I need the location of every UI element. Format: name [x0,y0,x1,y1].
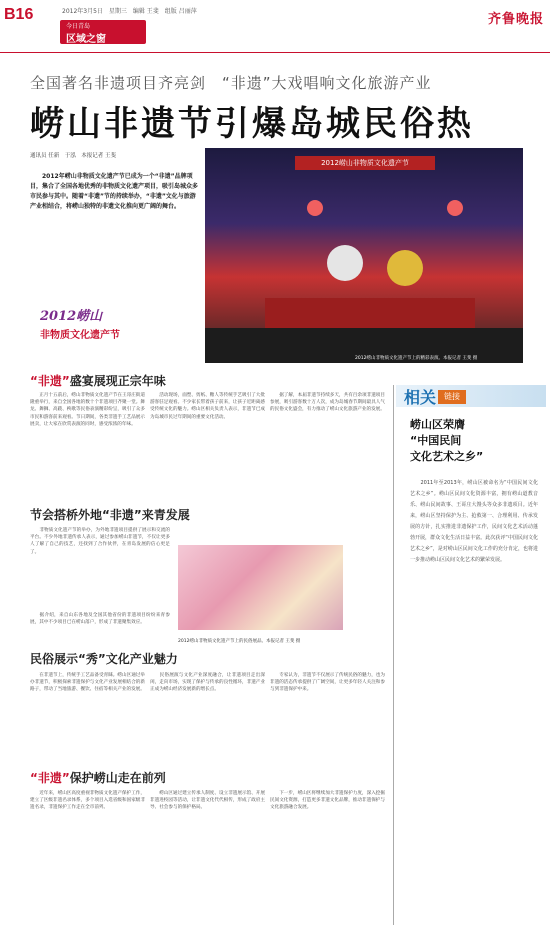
section-2-title [30,506,190,523]
exhibit-photo [178,545,343,644]
newspaper-brand: 齐鲁晚报 [487,12,544,27]
sidebar-title-line-2: “中国民间 [410,434,462,447]
section-3-col-2: 民俗展演与文化产业深度融合，让非遗项目走出深闺，走向市场，实现了保护与传承的良性循环，非遗产业正成为崂山经济发展新的增长点。 [150,673,265,693]
article-byline: 通讯员 任新 于泓 本报记者 王斐 [30,153,116,159]
sidebar-logo-b: 链接 [438,390,466,404]
page-number: B16 [4,6,34,23]
article-kicker: 全国著名非遗项目齐亮剑 “非遗”大戏唱响文化旅游产业 [30,74,432,92]
festival-logo-sub: 非物质文化遗产节 [40,330,120,341]
section-4-col-1: 近年来，崂山区高度重视非物质文化遗产保护工作，建立了区级非遗名录体系，多个项目入选省级和国家级非遗名录，非遗保护工作走在全市前列。 [30,791,145,811]
sidebar-logo-a: 相关 [404,388,437,407]
section-2-col-2: 据介绍，来自山东各地及全国其他省份的非遗项目纷纷来青参展，其中不少项目已在崂山落户，形成了非遗聚集效应。 [30,613,170,626]
article-headline: 崂山非遗节引爆岛城民俗热 [30,104,474,144]
section-4-title [30,769,166,786]
page-meta: 2012年3月5日 星期三 编辑 王斐 组版 吕丽萍 [62,8,197,15]
section-1-title-rest: 盛宴展现正宗年味 [69,374,166,388]
section-4-col-2: 崂山区通过建立传承人制度、设立非遗展示馆、开展非遗进校园等活动，让非遗文化代代相传，形成了政府主导、社会参与的保护格局。 [150,791,265,811]
section-3-col-3: 专家认为，非遗节不仅展示了传统民俗的魅力，也为非遗的活态传承提供了广阔空间，让更多年轻人关注和参与到非遗保护中来。 [270,673,385,693]
section-name: 区域之窗 [66,34,106,45]
section-2-title-rest: 节会搭桥外地“非遗”来青发展 [30,508,190,522]
section-2-col-1: 非物质文化遗产节的举办，为外地非遗项目提供了展示和交流的平台。不少外地非遗传承人表示，通过参加崂山非遗节，不仅让更多人了解了自己的技艺，还找到了合作伙伴，在青岛发展的信心更足了。 [30,528,170,555]
section-3-title-rest: 民俗展示“秀”文化产业魅力 [30,652,178,666]
section-badge [60,20,146,44]
stage-performers [205,148,523,363]
article-lead: 2012年崂山非物质文化遗产节已成为一个“非遗”品牌项目，集合了全国各地优秀的非物质文化遗产项目，吸引岛城众多市民参与其中。随着“非遗”节的持续举办，“非遗”文化与旅游产业相结合，将崂山独特的非遗文化推向更广阔的舞台。 [30,173,199,210]
photo-caption: 2012崂山非物质文化遗产节上的精彩表演。本报记者 王斐 摄 [355,356,478,361]
section-4-col-3: 下一步，崂山区将继续加大非遗保护力度，深入挖掘民间文化资源，打造更多非遗文化品牌，推动非遗保护与文化旅游融合发展。 [270,791,385,811]
section-3-title [30,650,178,667]
festival-logo [40,305,130,345]
festival-logo-title: 2012崂山 [40,309,103,324]
section-1-title-quote: “非遗” [30,374,70,388]
section-1-col-3: 据了解，本届非遗节持续多天，共有百余项非遗项目参展，吸引游客数十万人次，成为岛城春节期间最具人气的民俗文化盛会，有力推动了崂山文化旅游产业的发展。 [270,393,385,413]
section-top: 今日青岛 [66,23,91,30]
section-1-col-2: 活动现场，面塑、剪纸、糖人等传统手艺吸引了大批游客驻足观看。不少家长带着孩子前来，让孩子近距离感受传统文化的魅力。崂山区相关负责人表示，非遗节已成为岛城市民过年期间的重要文化活动。 [150,393,265,420]
section-4-title-quote: “非遗” [30,771,70,785]
photo-banner: 2012崂山非物质文化遗产节 [295,156,435,170]
sidebar-title-line-1: 崂山区荣膺 [410,418,465,431]
section-3-col-1: 在非遗节上，传统手工艺品备受青睐。崂山区通过举办非遗节，积极探索非遗保护与文化产业发展相结合的新路子，带动了当地旅游、餐饮、住宿等相关产业的发展。 [30,673,145,693]
sidebar-divider [393,385,394,925]
sidebar-title-line-3: 文化艺术之乡” [410,450,484,463]
main-photo [205,148,523,363]
exhibit-photo-caption: 2012崂山非物质文化遗产节上的民俗展品。本报记者 王斐 摄 [178,639,301,644]
section-1-title [30,372,166,389]
section-1-col-1: 正月十五前后，崂山非物质文化遗产节在王哥庄街道隆重举行，来自全国各地的数十个非遗项目齐聚一堂。舞龙、舞狮、高跷、秧歌等民俗表演精彩纷呈，吸引了众多市民和游客前来观看。节日期间，各类非遗手工艺品展示展卖，让大家在欣赏表演的同时，感受浓浓的年味。 [30,393,145,427]
header-rule [0,52,550,53]
section-4-title-rest: 保护崂山走在前列 [69,771,166,785]
sidebar-body: 2011年至2013年，崂山区被命名为“中国民间文化艺术之乡”。崂山区民间文化资源丰富，拥有崂山道教音乐、崂山民间故事、王哥庄大馒头等众多非遗项目。近年来，崂山区坚持保护为主、抢救第一、合理利用、传承发展的方针，扎实推进非遗保护工作，民间文化艺术活动蓬勃开展，群众文化生活日益丰富。此次获评“中国民间文化艺术之乡”，是对崂山区民间文化工作的充分肯定，也将进一步推动崂山区民间文化艺术的繁荣发展。 [410,480,538,563]
